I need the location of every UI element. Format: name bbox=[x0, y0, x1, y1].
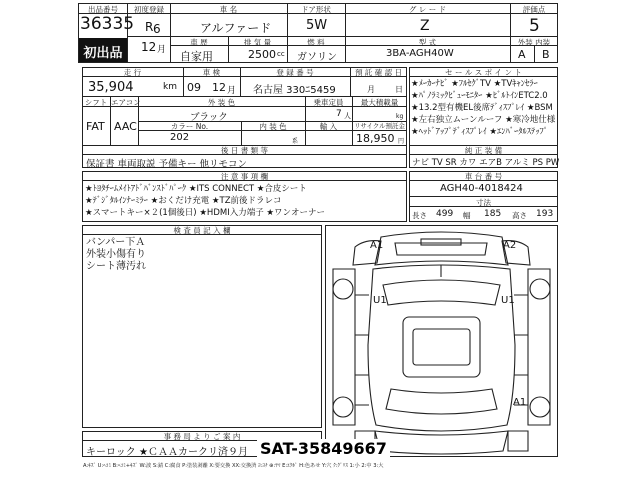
equipment-label: 純 正 装 備 bbox=[464, 146, 503, 155]
reg-no-label: 登 録 番 号 bbox=[276, 68, 314, 77]
sales-point-item: ★13.2型有機EL後席ﾃﾞｨｽﾌﾟﾚｲ ★BSM bbox=[411, 103, 553, 113]
int-grade: B bbox=[542, 48, 550, 61]
inspector-line: バンパー下Ａ bbox=[86, 237, 146, 248]
displacement-value: 2500 bbox=[248, 48, 276, 61]
grade-label: グ レ ー ド bbox=[408, 5, 447, 14]
car-diagram bbox=[325, 225, 558, 457]
color-no-label: カラー No. bbox=[170, 122, 209, 131]
sales-point-item: ★ﾒｰｶｰﾅﾋﾞ ★ﾌﾙｾｸﾞTV ★TVｷｬﾝｾﾗｰ bbox=[411, 79, 538, 89]
first-item-label: 初出品 bbox=[83, 46, 123, 61]
ac-value: AAC bbox=[114, 120, 137, 133]
doors-value: 5W bbox=[306, 18, 328, 33]
displacement-unit: cc bbox=[277, 50, 285, 58]
notes-item: ★ﾄﾖﾀﾁｰﾑﾒｲﾄｱﾄﾞﾊﾞﾝｽﾄﾞﾊﾟｰｸ ★ITS CONNECT ★合皮シート bbox=[85, 184, 307, 194]
notes-item: ★スマートキー×２(1個後日) ★HDMI入力端子 ★ワンオーナー bbox=[85, 208, 326, 218]
capacity-value: 7 bbox=[336, 109, 342, 119]
capacity-label: 乗車定員 bbox=[313, 98, 344, 107]
inspection-month-unit: 月 bbox=[227, 86, 237, 96]
width-label: 幅 bbox=[463, 211, 471, 220]
shift-value: FAT bbox=[86, 120, 105, 133]
inspector-line: 外装小傷有り bbox=[86, 249, 146, 260]
mileage-value: 35,904 bbox=[88, 80, 134, 95]
displacement-label: 排 気 量 bbox=[243, 38, 272, 47]
capacity-unit: 人 bbox=[344, 112, 351, 120]
grade-value: Z bbox=[420, 18, 430, 34]
office-label: 事 務 局 よ り ご 案 内 bbox=[163, 432, 241, 441]
ext-grade: A bbox=[518, 48, 526, 61]
width-value: 185 bbox=[484, 209, 502, 219]
lot-number: 36335 bbox=[80, 14, 135, 34]
height-label: 高さ bbox=[512, 211, 527, 220]
option-note-label: 後 日 書 類 等 bbox=[220, 146, 269, 155]
inspection-year: 09 bbox=[187, 81, 201, 94]
fuel-label: 燃 料 bbox=[307, 38, 325, 47]
sales-point-item: ★左右独立ムーンルーフ ★寒冷地仕様 bbox=[411, 115, 556, 125]
model-value: 3BA-AGH40W bbox=[386, 48, 454, 59]
damage-legend: A:ｷｽﾞ U:ﾍｺﾐ B:ﾍｺﾐ+ｷｽﾞ W:波 S:錆 C:腐食 P:塗装剥離 X:要交換 XX:交換済 ﾖ:ﾖﾁ ⊕:ﾔﾏ E:ｴｸﾎﾞ H:色あせ Y:穴 ｸ:ｸﾞﾘｽ 1:小 2:中 3:大 bbox=[83, 463, 384, 469]
option-note-value: 保証書 車両取説 予備キー 他リモコン bbox=[86, 159, 248, 170]
color-no-value: 202 bbox=[170, 132, 190, 143]
import-label: 輸 入 bbox=[319, 122, 338, 131]
recycle-date-label: 預 託 確 認 日 bbox=[354, 68, 403, 77]
car-name-label: 車 名 bbox=[219, 5, 238, 14]
model-label: 型 式 bbox=[418, 38, 437, 47]
load-label: 最大積載量 bbox=[360, 98, 399, 107]
notes-label: 注 意 事 項 欄 bbox=[220, 172, 269, 181]
length-value: 499 bbox=[436, 209, 454, 219]
dims-label: 寸法 bbox=[476, 198, 491, 207]
lot-label: 出品番号 bbox=[88, 5, 118, 14]
first-reg-label: 初度登録 bbox=[134, 5, 164, 14]
first-reg-year: 6 bbox=[153, 22, 161, 36]
height-value: 193 bbox=[536, 209, 554, 219]
first-reg-month-unit: 月 bbox=[157, 45, 167, 55]
lot-watermark: SAT-35849667 bbox=[257, 439, 390, 458]
ac-label: エアコン bbox=[111, 98, 141, 107]
inspector-line: シート薄汚れ bbox=[86, 261, 146, 272]
recycle-fee-unit: 円 bbox=[398, 138, 405, 145]
sales-point-item: ★ﾍｯﾄﾞｱｯﾌﾟﾃﾞｨｽﾌﾟﾚｲ ★ｴﾝﾊﾞｰﾀﾙｽﾃｯﾌﾟ bbox=[411, 127, 548, 137]
color-label: 外 装 色 bbox=[207, 98, 236, 107]
ext-int-label: 外装 内装 bbox=[517, 38, 551, 47]
interior-label: 内 装 色 bbox=[259, 122, 287, 131]
usage-value: 自家用 bbox=[180, 50, 213, 63]
damage-mark: A1 bbox=[370, 240, 384, 251]
length-label: 長さ bbox=[412, 211, 427, 220]
damage-mark: U1 bbox=[373, 295, 387, 306]
chassis-label: 車 台 番 号 bbox=[464, 172, 503, 181]
recycle-fee-label: リサイクル預託金 bbox=[353, 122, 406, 130]
fuel-value: ガソリン bbox=[297, 52, 337, 63]
office-text: キーロック ★ＣＡＡカークリ済９月 bbox=[86, 447, 248, 458]
recycle-month: 月 bbox=[367, 85, 375, 94]
notes-item: ★ﾃﾞｼﾞﾀﾙｲﾝﾅｰﾐﾗｰ ★おくだけ充電 ★TZ前後ドラレコ bbox=[85, 196, 282, 206]
recycle-day: 日 bbox=[395, 85, 403, 94]
sales-points-label: セ ー ル ス ポ イ ン ト bbox=[445, 68, 522, 77]
inspection-label: 車 検 bbox=[202, 68, 221, 77]
inspection-month: 12 bbox=[212, 81, 226, 94]
damage-mark: U1 bbox=[501, 295, 515, 306]
first-reg-era: R bbox=[145, 20, 154, 34]
recycle-fee-value: 18,950 bbox=[356, 132, 395, 145]
sales-point-item: ★ﾊﾟﾉﾗﾐｯｸﾋﾞｭｰﾓﾆﾀｰ ★ﾋﾞﾙﾄｲﾝETC2.0 bbox=[411, 91, 548, 101]
damage-mark: A2 bbox=[503, 240, 517, 251]
reg-no-value: 名古屋 330ﾆ5459 bbox=[253, 85, 336, 96]
load-unit: kg bbox=[396, 113, 404, 120]
score-label: 評価点 bbox=[522, 5, 546, 14]
mileage-label: 走 行 bbox=[123, 68, 142, 77]
doors-label: ドア形状 bbox=[301, 5, 331, 14]
damage-mark: A1 bbox=[513, 397, 527, 408]
color-value: ブラック bbox=[190, 112, 228, 123]
score-value: 5 bbox=[529, 16, 540, 36]
usage-label: 車 歴 bbox=[190, 38, 208, 47]
mileage-unit: km bbox=[163, 82, 177, 92]
first-reg-month: 12 bbox=[141, 40, 157, 54]
inspector-label: 検 査 員 記 入 欄 bbox=[173, 226, 231, 235]
interior-unit-mark: 系 bbox=[292, 138, 299, 145]
car-name: アルファード bbox=[200, 21, 272, 35]
chassis-number: AGH40-4018424 bbox=[440, 183, 523, 194]
shift-label: シフト bbox=[84, 98, 108, 107]
equipment-value: ナビ TV SR カワ エアB アルミ PS PW bbox=[412, 158, 560, 168]
